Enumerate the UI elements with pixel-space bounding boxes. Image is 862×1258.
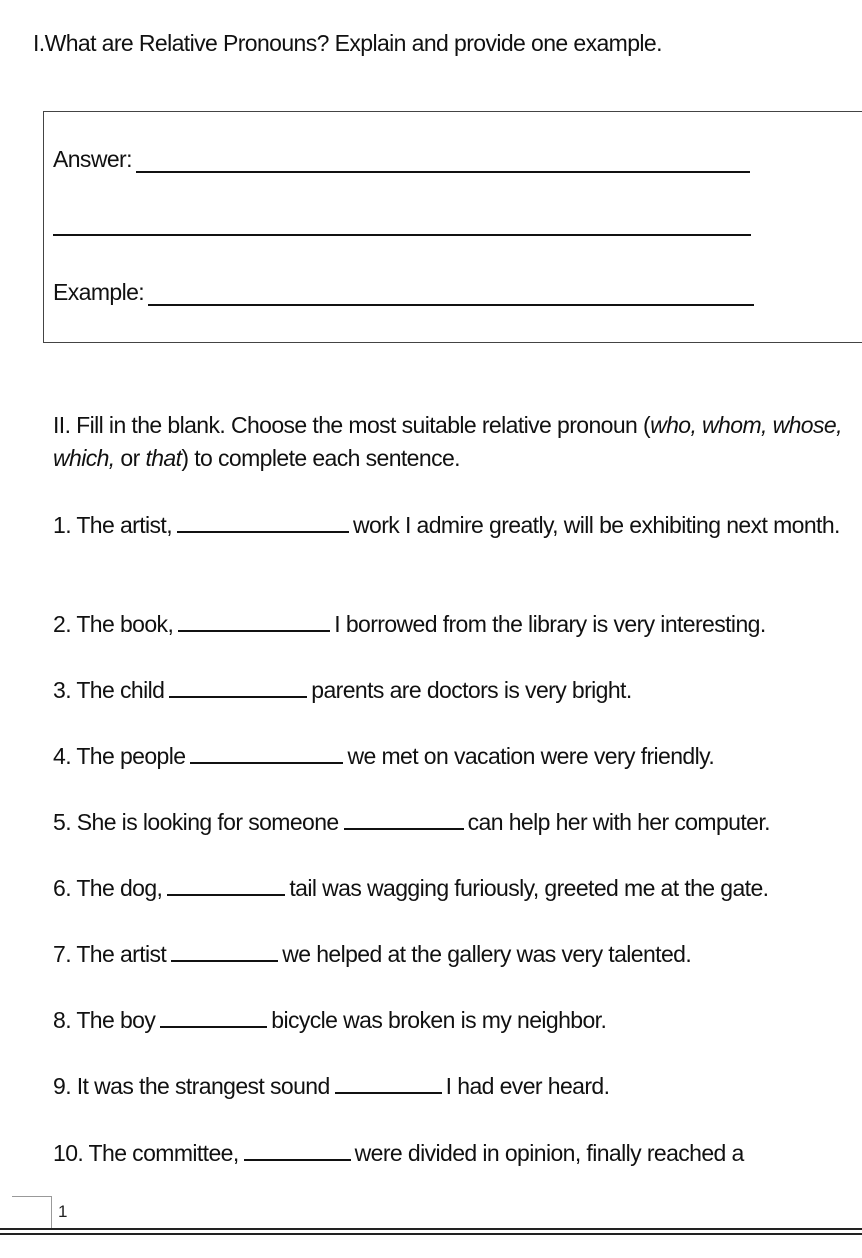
- example-blank[interactable]: [148, 284, 754, 306]
- sentence-1: 1. The artist, work I admire greatly, will be exhibiting next month.: [53, 512, 840, 538]
- blank-5[interactable]: [344, 809, 464, 830]
- sentence-10: 10. The committee, were divided in opinion, finally reached a: [53, 1140, 744, 1166]
- sentence-8: 8. The boy bicycle was broken is my neighbor.: [53, 1007, 607, 1033]
- blank-3[interactable]: [169, 677, 307, 698]
- footer-rule-top: [0, 1228, 862, 1230]
- sentence-3: 3. The child parents are doctors is very bright.: [53, 677, 632, 703]
- blank-6[interactable]: [167, 875, 285, 896]
- answer-label: Answer:: [53, 146, 132, 172]
- sentence-6: 6. The dog, tail was wagging furiously, greeted me at the gate.: [53, 875, 769, 901]
- sentence-7: 7. The artist we helped at the gallery was very talented.: [53, 941, 692, 967]
- sentence-2: 2. The book, I borrowed from the library is very interesting.: [53, 611, 766, 637]
- blank-8[interactable]: [160, 1007, 267, 1028]
- question-2-instructions: II. Fill in the blank. Choose the most suitable relative pronoun (who, whom, whose, which, or that) to complete each sentence.: [53, 412, 842, 471]
- blank-2[interactable]: [178, 611, 330, 632]
- answer-continuation-blank[interactable]: [53, 234, 751, 236]
- blank-4[interactable]: [190, 743, 343, 764]
- example-row: [53, 279, 754, 306]
- pronoun-list: who, whom, whose, which,: [53, 412, 842, 471]
- sentence-9: 9. It was the strangest sound I had ever heard.: [53, 1073, 610, 1099]
- page-corner-mark: [12, 1196, 52, 1228]
- blank-1[interactable]: [177, 512, 349, 533]
- page-number: 1: [58, 1202, 67, 1221]
- blank-9[interactable]: [335, 1073, 442, 1094]
- answer-blank[interactable]: [136, 151, 750, 173]
- blank-7[interactable]: [171, 941, 278, 962]
- pronoun-that: that: [145, 445, 182, 471]
- blank-10[interactable]: [244, 1140, 351, 1161]
- answer-row: [53, 146, 750, 173]
- footer-rule-bottom: [0, 1233, 862, 1235]
- sentence-5: 5. She is looking for someone can help her with her computer.: [53, 809, 770, 835]
- example-label: Example:: [53, 279, 145, 305]
- sentence-4: 4. The people we met on vacation were very friendly.: [53, 743, 715, 769]
- question-1-title: I.What are Relative Pronouns? Explain and provide one example.: [33, 30, 662, 56]
